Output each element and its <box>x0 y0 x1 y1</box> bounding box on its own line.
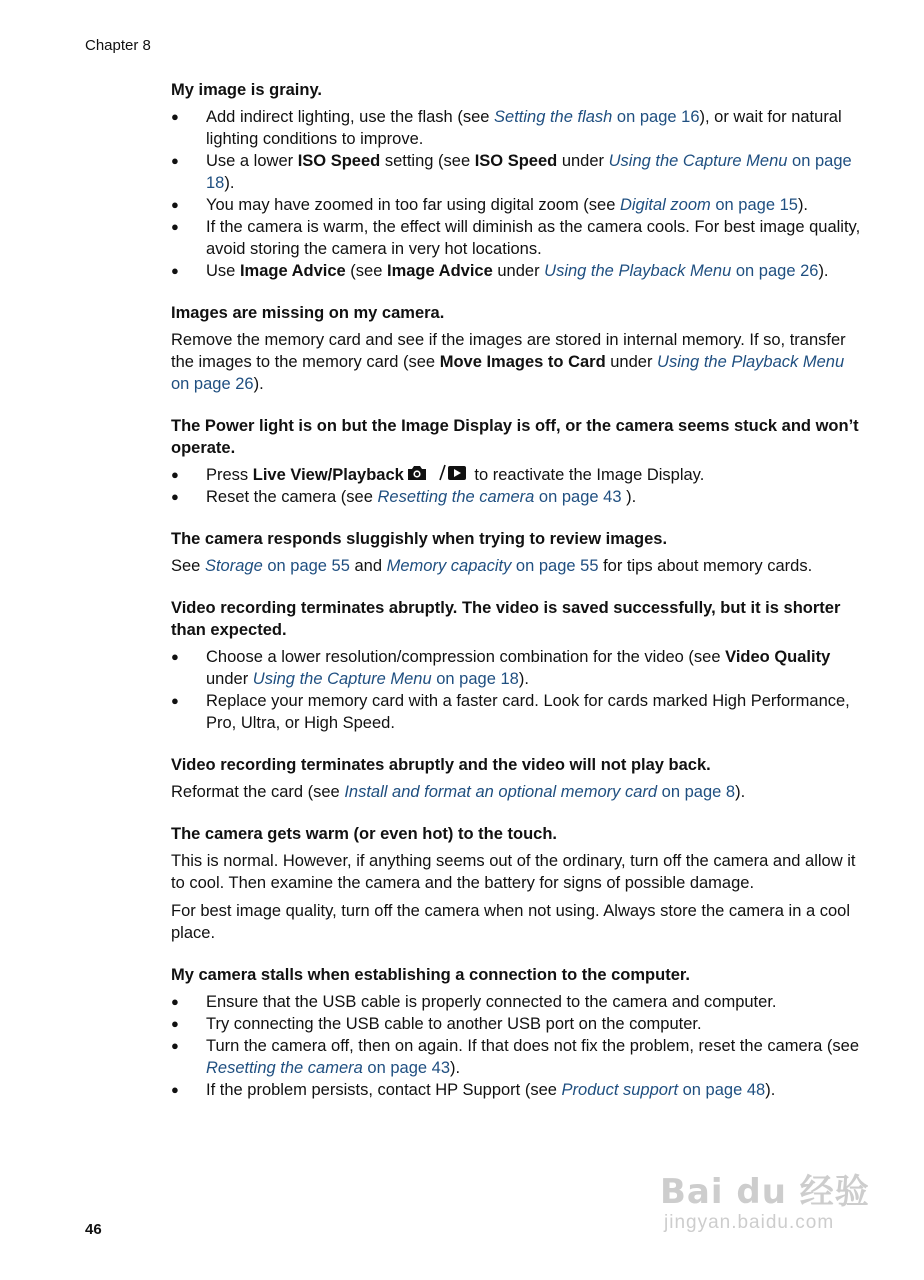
section-paragraph <box>171 329 861 395</box>
link-text[interactable]: Using the Playback Menu <box>544 262 732 280</box>
text-run: If the camera is warm, the effect will diminish as the camera cools. For best image quality, avoid storing the camera in very hot locations. <box>206 218 861 258</box>
chapter-header: Chapter 8 <box>85 37 151 54</box>
bold-term: Image Advice <box>239 262 346 280</box>
troubleshooting-section <box>171 597 861 734</box>
text-run: See <box>171 557 205 575</box>
section-heading: The Power light is on but the Image Display is off, or the camera seems stuck and won’t operate. <box>171 417 859 457</box>
text-run: Remove the memory card and see if the images are stored in internal memory. If so, transfer the images to the memory card (see <box>171 331 846 371</box>
text-run: ). <box>818 262 829 280</box>
cross-reference-link[interactable] <box>378 488 535 506</box>
cross-reference-link[interactable] <box>620 196 711 214</box>
watermark-logo: Bai du 经验 <box>660 1172 870 1212</box>
text-run: Replace your memory card with a faster card. Look for cards marked High Performance, Pro, Ultra, or High Speed. <box>206 692 850 732</box>
link-text[interactable]: Resetting the camera <box>206 1059 363 1077</box>
text-run: Use <box>206 262 240 280</box>
list-item <box>171 106 861 150</box>
section-heading: Video recording terminates abruptly. The video is saved successfully, but it is shorter than expected. <box>171 599 841 639</box>
section-paragraph <box>171 850 861 894</box>
bold-term: ISO Speed <box>474 152 558 170</box>
cross-reference-link[interactable]: on page 18 <box>206 152 852 192</box>
text-run: ). <box>765 1081 776 1099</box>
section-paragraph <box>171 555 861 577</box>
cross-reference-link[interactable]: on page 8 <box>657 783 736 801</box>
text-run: ), or wait for natural lighting conditions to improve. <box>206 108 842 148</box>
list-item <box>171 194 861 216</box>
list-item <box>171 646 861 690</box>
bold-term: ISO Speed <box>297 152 381 170</box>
troubleshooting-section <box>171 964 861 1101</box>
cross-reference-link[interactable]: on page 43 <box>362 1059 451 1077</box>
text-run: (see <box>345 262 387 280</box>
link-text[interactable]: Using the Playback Menu <box>657 353 845 371</box>
text-run: setting (see <box>380 152 475 170</box>
cross-reference-link[interactable]: on page 26 <box>731 262 819 280</box>
text-run: Turn the camera off, then on again. If that does not fix the problem, reset the camera (see <box>206 1037 860 1055</box>
text-run: ). <box>735 783 746 801</box>
camera-playback-icon <box>406 464 468 482</box>
watermark-url: jingyan.baidu.com <box>664 1212 835 1233</box>
cross-reference-link[interactable]: on page 48 <box>678 1081 766 1099</box>
text-run: ). <box>253 375 264 393</box>
bullet-list <box>171 106 861 282</box>
text-run: For best image quality, turn off the camera when not using. Always store the camera in a cool place. <box>171 902 850 942</box>
link-text[interactable]: Setting the flash <box>494 108 613 126</box>
link-text[interactable]: Memory capacity <box>386 557 512 575</box>
text-run: If the problem persists, contact HP Support (see <box>206 1081 562 1099</box>
bold-term: Move Images to Card <box>439 353 606 371</box>
document-body <box>171 79 861 1121</box>
link-text[interactable]: Using the Capture Menu <box>608 152 788 170</box>
text-run: Try connecting the USB cable to another USB port on the computer. <box>206 1015 702 1033</box>
section-heading: The camera responds sluggishly when trying to review images. <box>171 530 668 548</box>
bold-term: Video Quality <box>725 648 831 666</box>
bold-term: Live View/Playback <box>252 466 404 484</box>
cross-reference-link[interactable] <box>562 1081 678 1099</box>
list-item <box>171 1079 861 1101</box>
cross-reference-link[interactable] <box>544 262 731 280</box>
list-item <box>171 216 861 260</box>
text-run: ). <box>450 1059 461 1077</box>
bold-term: Image Advice <box>387 262 493 280</box>
troubleshooting-section <box>171 302 861 395</box>
cross-reference-link[interactable]: on page 43 <box>534 488 622 506</box>
cross-reference-link[interactable] <box>657 353 844 371</box>
text-run: ). <box>797 196 809 214</box>
list-item <box>171 690 861 734</box>
cross-reference-link[interactable] <box>494 108 612 126</box>
text-run: ). <box>621 488 637 506</box>
text-run: under <box>492 262 545 280</box>
text-run: Reset the camera (see <box>206 488 378 506</box>
cross-reference-link[interactable] <box>387 557 512 575</box>
cross-reference-link[interactable] <box>206 1059 363 1077</box>
text-run: Reformat the card (see <box>171 783 345 801</box>
text-run: for tips about memory cards. <box>598 557 813 575</box>
cross-reference-link[interactable]: on page 15 <box>710 196 798 214</box>
watermark <box>660 1160 870 1245</box>
troubleshooting-section <box>171 79 861 282</box>
bullet-list <box>171 991 861 1101</box>
cross-reference-link[interactable]: on page 55 <box>511 557 599 575</box>
cross-reference-link[interactable]: on page 26 <box>171 375 254 393</box>
link-text[interactable]: Install and format an optional memory card <box>344 783 658 801</box>
section-paragraph <box>171 900 861 944</box>
list-item <box>171 1013 861 1035</box>
section-heading: The camera gets warm (or even hot) to the touch. <box>171 825 557 843</box>
link-text[interactable]: Resetting the camera <box>377 488 535 506</box>
text-run: to reactivate the Image Display. <box>469 466 705 484</box>
text-run: Add indirect lighting, use the flash (see <box>206 108 495 126</box>
text-run: Press <box>206 466 253 484</box>
troubleshooting-section <box>171 754 861 803</box>
cross-reference-link[interactable] <box>344 783 657 801</box>
bullet-list <box>171 646 861 734</box>
text-run: Ensure that the USB cable is properly connected to the camera and computer. <box>206 993 777 1011</box>
page-number: 46 <box>85 1221 102 1238</box>
troubleshooting-section <box>171 823 861 944</box>
section-heading: Images are missing on my camera. <box>171 304 445 322</box>
list-item <box>171 464 861 486</box>
cross-reference-link[interactable] <box>253 670 432 688</box>
bullet-list <box>171 464 861 508</box>
link-text[interactable]: Using the Capture Menu <box>252 670 432 688</box>
list-item <box>171 1035 861 1079</box>
text-run: and <box>349 557 387 575</box>
cross-reference-link[interactable]: on page 18 <box>431 670 519 688</box>
text-run: You may have zoomed in too far using digital zoom (see <box>206 196 620 214</box>
cross-reference-link[interactable] <box>205 557 263 575</box>
text-run: under <box>206 670 253 688</box>
text-run: under <box>605 353 658 371</box>
section-heading: My camera stalls when establishing a connection to the computer. <box>171 966 690 984</box>
link-text[interactable]: Digital zoom <box>619 196 711 214</box>
list-item <box>171 150 861 194</box>
text-run: ). <box>224 174 235 192</box>
list-item <box>171 486 861 508</box>
cross-reference-link[interactable] <box>609 152 788 170</box>
section-heading: Video recording terminates abruptly and the video will not play back. <box>171 756 711 774</box>
section-paragraph <box>171 781 861 803</box>
link-text[interactable]: Product support <box>561 1081 679 1099</box>
troubleshooting-section <box>171 528 861 577</box>
text-run: Choose a lower resolution/compression combination for the video (see <box>206 648 726 666</box>
text-run: ). <box>518 670 529 688</box>
list-item <box>171 991 861 1013</box>
link-text[interactable]: Storage <box>204 557 263 575</box>
text-run: This is normal. However, if anything seems out of the ordinary, turn off the camera and allow it to cool. Then examine the camera and the battery for signs of possible damage. <box>171 852 856 892</box>
cross-reference-link[interactable]: on page 16 <box>612 108 700 126</box>
text-run: under <box>557 152 609 170</box>
text-run: Use a lower <box>206 152 298 170</box>
troubleshooting-section <box>171 415 861 508</box>
section-heading: My image is grainy. <box>171 81 322 99</box>
cross-reference-link[interactable]: on page 55 <box>262 557 350 575</box>
list-item <box>171 260 861 282</box>
